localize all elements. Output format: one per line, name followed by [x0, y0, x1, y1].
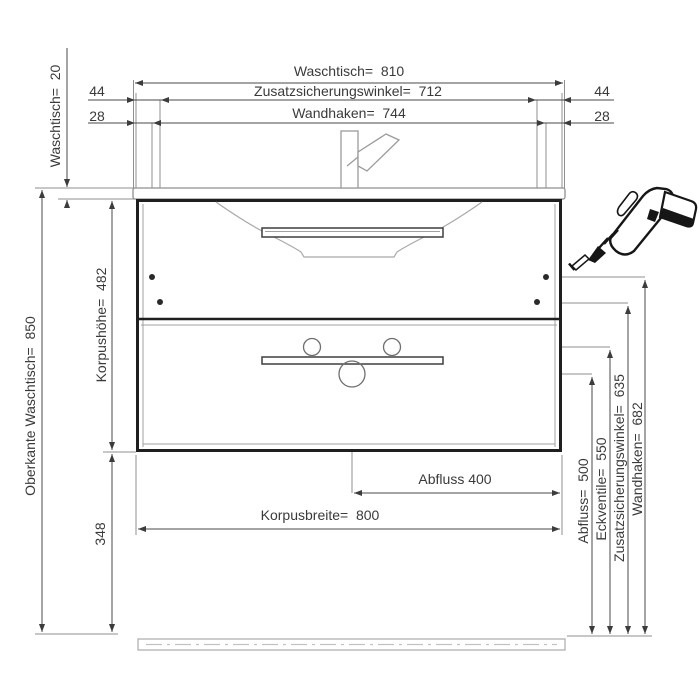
- drill-bit-tip: [588, 246, 606, 263]
- drill-icon: [569, 188, 696, 270]
- mounting-dot: [543, 274, 549, 280]
- corner-valve-hole-left: [304, 339, 321, 356]
- upper-drawer-handle: [262, 228, 443, 237]
- dim-label-korpushoehe-482: Korpushöhe= 482: [93, 267, 109, 383]
- mounting-dot: [149, 274, 155, 280]
- floor-line: [138, 639, 565, 650]
- dim-label-waschtisch-20: Waschtisch= 20: [47, 64, 63, 168]
- dim-label-wandhaken-744: Wandhaken= 744: [292, 105, 406, 121]
- dim-label-right-44: 44: [594, 83, 610, 99]
- screw-icon: [569, 255, 589, 270]
- vanity-cabinet: [137, 201, 561, 451]
- mounting-dot: [157, 299, 163, 305]
- dim-label-right-28: 28: [594, 108, 610, 124]
- dim-label-eckventile-550: Eckventile= 550: [593, 437, 609, 541]
- corner-valve-hole-right: [384, 339, 401, 356]
- washbasin-slab: [133, 188, 565, 199]
- dim-label-zusatzsicherungswinkel-635: Zusatzsicherungswinkel= 635: [611, 374, 627, 562]
- dim-label-left-28: 28: [89, 108, 105, 124]
- dim-label-oberkante-850: Oberkante Waschtisch= 850: [22, 316, 38, 496]
- dim-label-abfluss-400: Abfluss 400: [418, 471, 492, 487]
- dim-label-waschtisch-810: Waschtisch= 810: [293, 63, 405, 79]
- dim-label-zusatzsicherungswinkel-712: Zusatzsicherungswinkel= 712: [254, 83, 442, 99]
- dim-label-wandhaken-682: Wandhaken= 682: [629, 402, 645, 516]
- dim-label-abfluss-500: Abfluss= 500: [575, 458, 591, 544]
- mounting-dot: [534, 299, 540, 305]
- dim-label-korpusbreite-800: Korpusbreite= 800: [260, 507, 380, 523]
- dim-label-348: 348: [92, 522, 108, 546]
- faucet-icon: [341, 131, 399, 188]
- dim-label-left-44: 44: [89, 83, 105, 99]
